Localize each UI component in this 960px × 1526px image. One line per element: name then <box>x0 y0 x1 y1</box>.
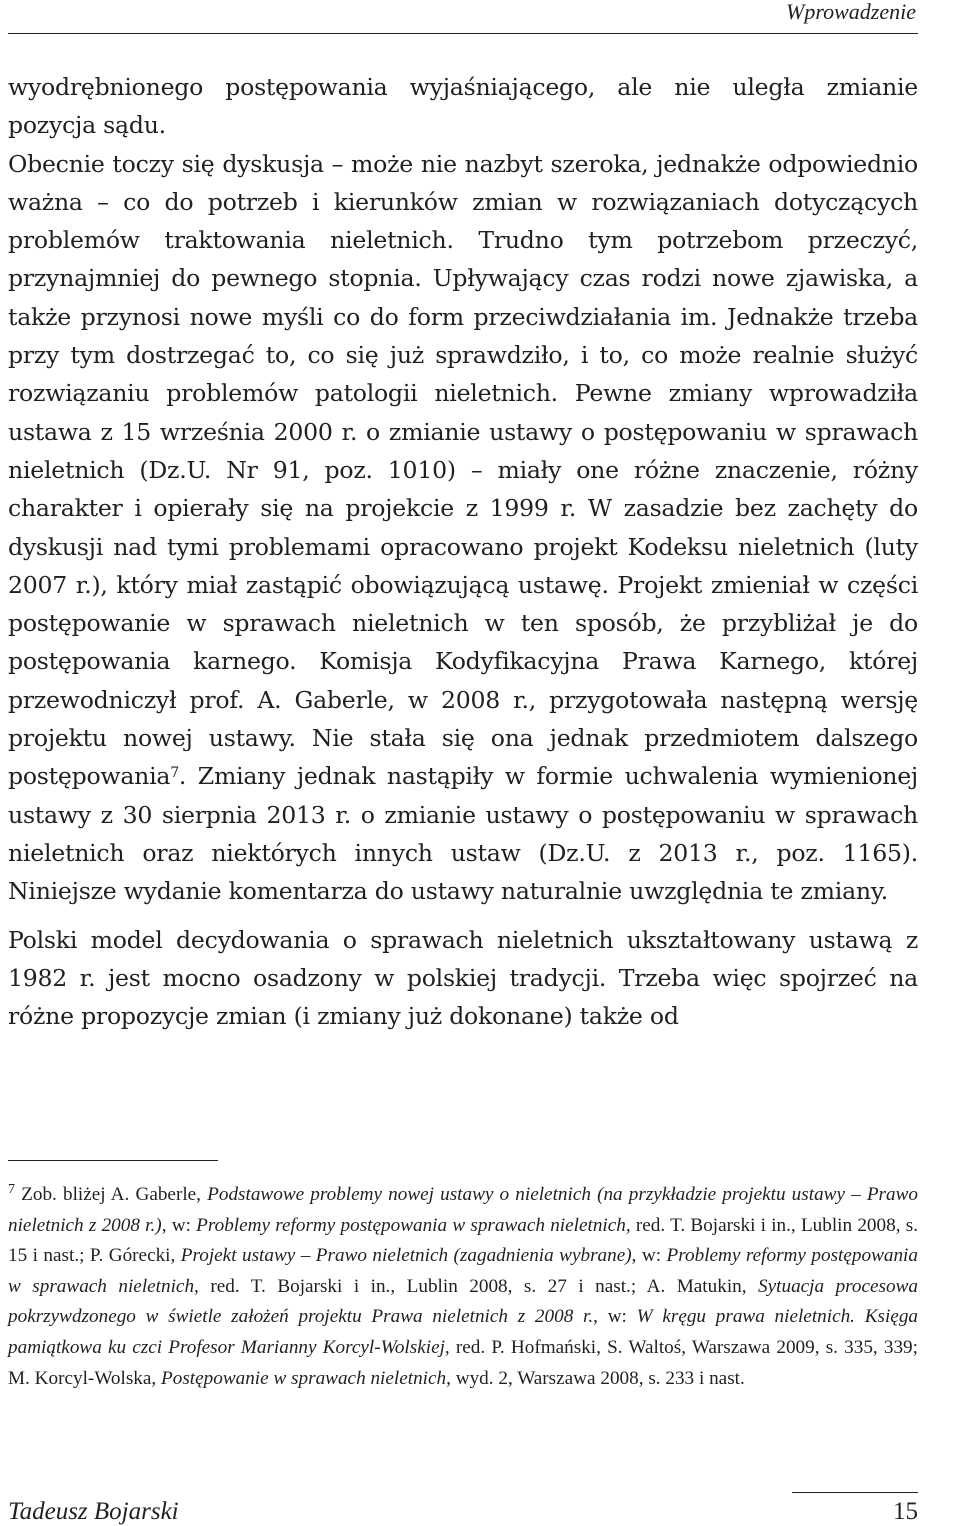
footnote-title: W kręgu prawa nieletnich. Księga pamiątkowa ku czci Profesor Marianny Korcyl-Wolskiej <box>8 1306 919 1358</box>
footnote-segment: , red. P. Hofmański, S. Waltoś, Warszawa 2009, s. 335, 339; M. Korcyl-Wolska, <box>8 1336 918 1389</box>
footnote-segment: , w: <box>631 1245 667 1267</box>
page-number: 15 <box>893 1498 918 1525</box>
footnote-segment: , red. T. Bojarski i in., Lublin 2008, s. 27 i nast.; A. Matukin, <box>194 1275 759 1297</box>
footer-rule <box>792 1492 918 1493</box>
footer-author: Tadeusz Bojarski <box>8 1498 179 1525</box>
footnote-rule <box>8 1160 218 1161</box>
paragraph-2 <box>8 145 918 911</box>
paragraph-2-text-a: Obecnie toczy się dyskusja – może nie nazbyt szeroka, jednakże odpowiednio ważna – co do potrzeb i kierunków zmian w rozwiązaniach dotyczących problemów traktowania nieletnich. Trudno tym potrzebom przeczyć, przynajmniej do pewnego stopnia. Upływający czas rodzi nowe zjawiska, a także przynosi nowe myśli co do form przeciwdziałania im. Jednakże trzeba przy tym dostrzegać to, co się już sprawdziło, i to, co może realnie służyć rozwiązaniu problemów patologii nieletnich. Pewne zmiany wprowadziła ustawa z 15 września 2000 r. o zmianie ustawy o postępowaniu w sprawach nieletnich (Dz.U. Nr 91, poz. 1010) – miały one różne znaczenie, różny charakter i opierały się na projekcie z 1999 r. W zasadzie bez zachęty do dyskusji nad tymi problemami opracowano projekt Kodeksu nieletnich (luty 2007 r.), który miał zastąpić obowiązującą ustawę. Projekt zmieniał w części postępowanie w sprawach nieletnich w ten sposób, że przybliżał je do postępowania karnego. Komisja Kodyfikacyjna Prawa Karnego, której przewodniczył prof. A. Gaberle, w 2008 r., przygotowała następną wersję projektu nowej ustawy. Nie stała się ona jednak przedmiotem dalszego postępowania <box>8 149 918 791</box>
footnote-segment: , w: <box>593 1306 637 1328</box>
footnote-text <box>8 1184 918 1389</box>
footnote-title: Problemy reformy postępowania w sprawach nieletnich <box>196 1214 626 1236</box>
footnote-segment: Zob. bliżej A. Gaberle, <box>21 1184 208 1205</box>
footnote-number: 7 <box>8 1182 15 1197</box>
paragraph-2-text-b: . Zmiany jednak nastąpiły w formie uchwalenia wymienionej ustawy z 30 sierpnia 2013 r. o zmianie ustawy o postępowaniu w sprawach nieletnich oraz niektórych innych ustaw (Dz.U. z 2013 r., poz. 1165). Niniejsze wydanie komentarza do ustawy naturalnie uwzględnia te zmiany. <box>8 762 918 906</box>
footnote-title: Projekt ustawy – Prawo nieletnich (zagadnienia wybrane) <box>180 1245 632 1267</box>
footnote-segment: , wyd. 2, Warszawa 2008, s. 233 i nast. <box>446 1367 745 1389</box>
footnote <box>8 1180 918 1394</box>
footnote-segment: , red. T. Bojarski i in., Lublin 2008, s. 15 i nast.; P. Górecki, <box>8 1214 918 1267</box>
footnote-title: Postępowanie w sprawach nieletnich <box>161 1367 447 1389</box>
footnote-title: Problemy reformy postępowania w sprawach nieletnich <box>8 1245 918 1297</box>
header-rule <box>8 33 918 34</box>
footnote-title: Sytuacja procesowa pokrzywdzonego w świetle założeń projektu Prawa nieletnich z 2008 r. <box>8 1275 919 1328</box>
paragraph-3: Polski model decydowania o sprawach nieletnich ukształtowany ustawą z 1982 r. jest mocno osadzony w polskiej tradycji. Trzeba więc spojrzeć na różne propozycje zmian (i zmiany już dokonane) także od <box>8 925 918 1031</box>
main-text <box>8 68 918 1035</box>
footnote-marker[interactable]: 7 <box>170 765 179 782</box>
running-header: Wprowadzenie <box>786 0 916 24</box>
footnote-title: Podstawowe problemy nowej ustawy o nieletnich (na przykładzie projektu ustawy – Prawo nieletnich z 2008 r.) <box>8 1184 919 1236</box>
footnote-segment: , w: <box>161 1214 197 1236</box>
paragraph-1: wyodrębnionego postępowania wyjaśniającego, ale nie uległa zmianie pozycja sądu. <box>8 73 918 140</box>
